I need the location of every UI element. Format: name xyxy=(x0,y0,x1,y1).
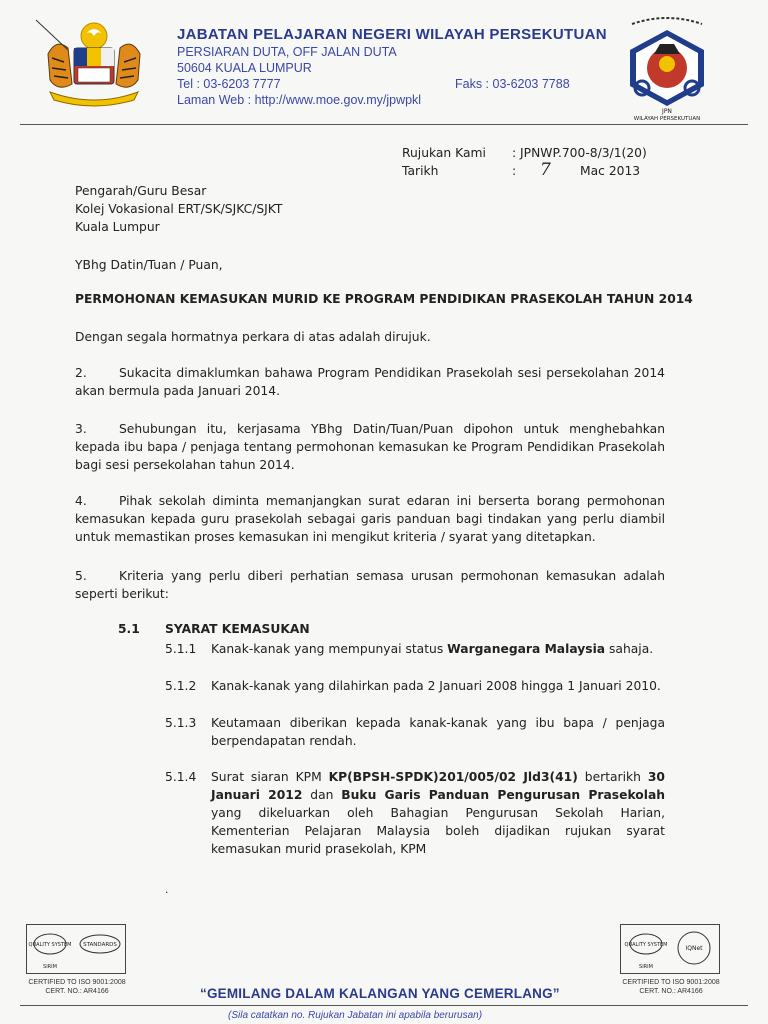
paragraph-4 xyxy=(75,492,665,546)
reference-label: Rujukan Kami xyxy=(402,146,486,160)
paragraph-2 xyxy=(75,364,665,400)
criteria-item-5-1-2 xyxy=(165,677,665,695)
paragraph-number: 2. xyxy=(75,366,87,380)
paragraph-text: Sehubungan itu, kerjasama YBhg Datin/Tuan/Puan dipohon untuk menghebahkan kepada ibu bapa / penjaga tentang permohonan kemasukan ke Program Pendidikan Prasekolah bagi sesi persekolahan tahun 2014. xyxy=(75,422,665,472)
section-number: 5.1 xyxy=(118,622,140,636)
item-text: Surat siaran KPM KP(BPSH-SPDK)201/005/02 Jld3(41) bertarikh 30 Januari 2012 dan Buku Garis Panduan Pengurusan Prasekolah yang dikeluarkan oleh Bahagian Pengurusan Sekolah Harian, Kementerian Pelajaran Malaysia boleh dijadikan rujukan syarat kemasukan murid prasekolah, KPM xyxy=(211,770,666,856)
recipient-line-1: Pengarah/Guru Besar xyxy=(75,184,207,198)
iqnet-label: IQNet xyxy=(685,945,703,952)
item-number: 5.1.3 xyxy=(165,716,197,730)
cert-right-line-2: CERT. NO.: AR4166 xyxy=(639,988,703,995)
letterhead-divider xyxy=(20,124,748,125)
fax: Faks : 03-6203 7788 xyxy=(455,77,570,91)
paragraph-3 xyxy=(75,420,665,474)
paragraph-number: 3. xyxy=(75,422,87,436)
paragraph-5 xyxy=(75,567,665,603)
address-line-2: 50604 KUALA LUMPUR xyxy=(177,61,312,75)
address-line-1: PERSIARAN DUTA, OFF JALAN DUTA xyxy=(177,45,397,59)
item-number: 5.1.4 xyxy=(165,770,197,784)
date-day-handwritten: 7 xyxy=(540,160,551,180)
quality-system-label: QUALITY SYSTEM xyxy=(28,942,72,948)
item-number: 5.1.2 xyxy=(165,679,197,693)
criteria-item-5-1-3 xyxy=(165,714,665,750)
recipient-line-2: Kolej Vokasional ERT/SK/SJKC/SJKT xyxy=(75,202,283,216)
item-number: 5.1.1 xyxy=(165,642,197,656)
reference-value: : JPNWP.700-8/3/1(20) xyxy=(512,146,647,160)
website: Laman Web : http://www.moe.gov.my/jpwpkl xyxy=(177,93,422,107)
standards-label: STANDARDS xyxy=(83,942,117,948)
cert-right-line-1: CERTIFIED TO ISO 9001:2008 xyxy=(622,979,720,986)
footer-divider xyxy=(20,1005,748,1006)
paragraph-text: Kriteria yang perlu diberi perhatian semasa urusan permohonan kemasukan adalah seperti berikut: xyxy=(75,569,665,601)
date-label: Tarikh xyxy=(402,164,439,178)
sirim-quality-badge-left xyxy=(26,924,126,974)
sirim-iqnet-badge-right xyxy=(620,924,720,974)
date-colon: : xyxy=(512,164,517,178)
item-text: Kanak-kanak yang mempunyai status Warganegara Malaysia sahaja. xyxy=(211,642,654,656)
motto: “GEMILANG DALAM KALANGAN YANG CEMERLANG” xyxy=(200,986,560,1001)
section-heading xyxy=(118,622,310,636)
paragraph-text: Pihak sekolah diminta memanjangkan surat edaran ini berserta borang permohonan kemasukan kepada guru prasekolah sebagai garis panduan bagi tindakan yang perlu diambil untuk memastikan proses kemasukan ini mengikut kriteria / syarat yang ditetapkan. xyxy=(75,494,665,544)
malaysia-coat-of-arms-logo xyxy=(28,14,160,110)
section-title: SYARAT KEMASUKAN xyxy=(165,622,310,636)
sirim-label: SIRIM xyxy=(639,964,653,970)
paragraph-number: 5. xyxy=(75,569,87,583)
cert-right xyxy=(606,978,736,996)
department-name: JABATAN PELAJARAN NEGERI WILAYAH PERSEKUTUAN xyxy=(177,26,607,43)
quality-system-label: QUALITY SYSTEM xyxy=(624,942,668,948)
logo-caption-wilayah: WILAYAH PERSEKUTUAN xyxy=(633,116,701,120)
paragraph-text: Sukacita dimaklumkan bahawa Program Pendidikan Prasekolah sesi persekolahan 2014 akan bermula pada Januari 2014. xyxy=(75,366,665,398)
criteria-item-5-1-4 xyxy=(165,768,665,858)
footer-note: (Sila catatkan no. Rujukan Jabatan ini apabila berurusan) xyxy=(228,1010,483,1021)
cert-left xyxy=(12,978,142,996)
logo-caption-jpn: JPN xyxy=(662,108,672,115)
cert-left-line-2: CERT. NO.: AR4166 xyxy=(45,988,109,995)
opening-line: Dengan segala hormatnya perkara di atas adalah dirujuk. xyxy=(75,330,431,344)
jpn-wilayah-logo xyxy=(612,14,722,120)
sirim-label: SIRIM xyxy=(43,964,57,970)
recipient-line-3: Kuala Lumpur xyxy=(75,220,160,234)
criteria-item-5-1-1 xyxy=(165,640,665,658)
cert-left-line-1: CERTIFIED TO ISO 9001:2008 xyxy=(28,979,126,986)
stray-mark: . xyxy=(165,882,169,896)
item-text: Kanak-kanak yang dilahirkan pada 2 Januari 2008 hingga 1 Januari 2010. xyxy=(211,679,661,693)
salutation: YBhg Datin/Tuan / Puan, xyxy=(75,258,223,272)
telephone: Tel : 03-6203 7777 xyxy=(177,77,281,91)
letter-subject: PERMOHONAN KEMASUKAN MURID KE PROGRAM PENDIDIKAN PRASEKOLAH TAHUN 2014 xyxy=(75,292,693,306)
item-text: Keutamaan diberikan kepada kanak-kanak yang ibu bapa / penjaga berpendapatan rendah. xyxy=(211,716,665,748)
date-month-year: Mac 2013 xyxy=(580,164,641,178)
paragraph-number: 4. xyxy=(75,494,87,508)
